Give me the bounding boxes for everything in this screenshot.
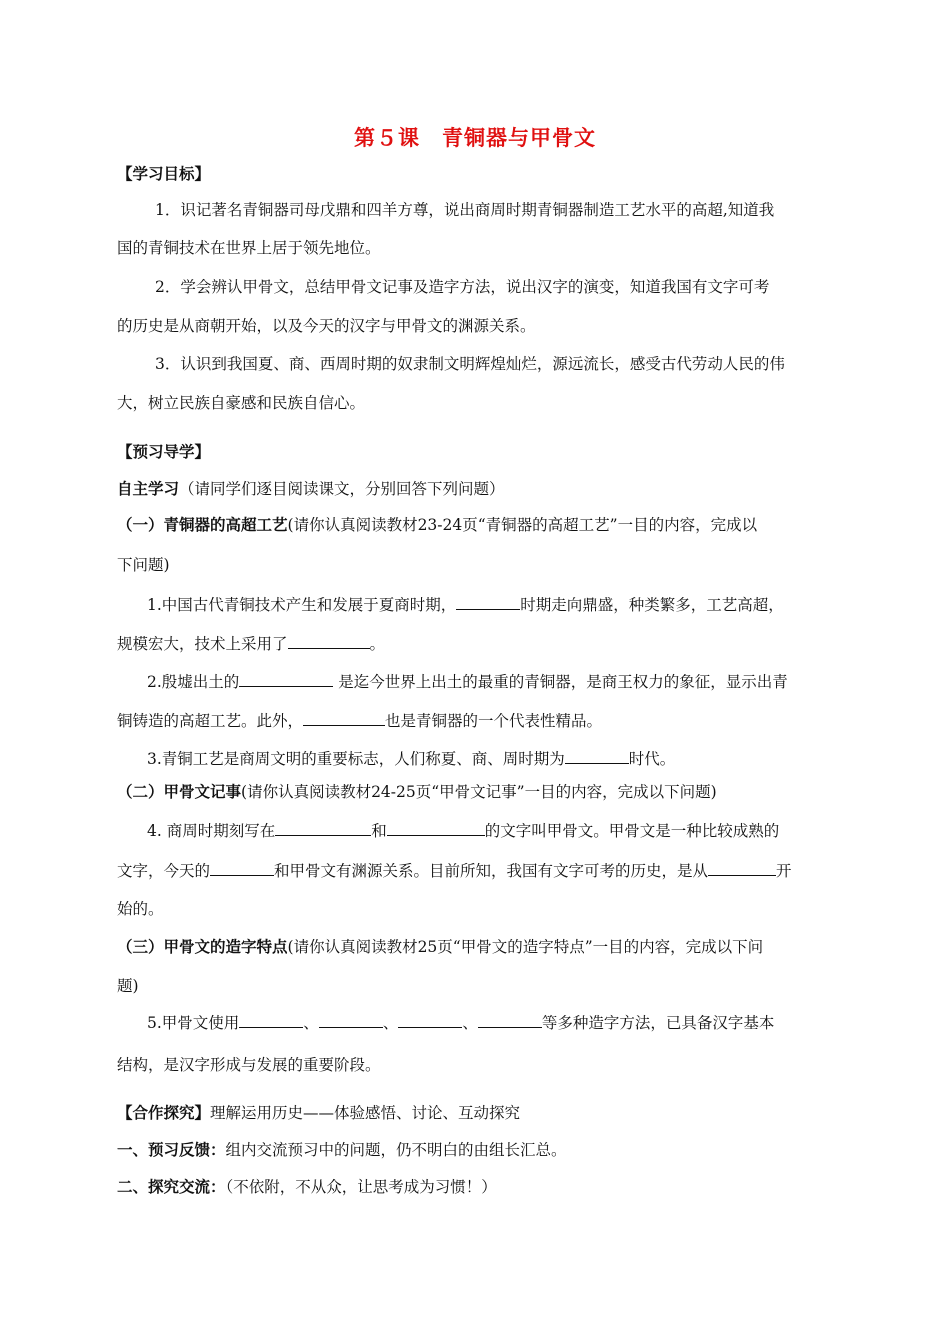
part3-note-line-1: (请你认真阅读教材25页“甲骨文的造字特点”一目的内容，完成以下问 <box>287 938 764 956</box>
question-4-line-3: 始的。 <box>117 900 164 918</box>
q5-blank-1[interactable] <box>239 1011 303 1028</box>
objectives-heading: 【学习目标】 <box>117 165 211 183</box>
q5-sep-2: 、 <box>382 1014 399 1032</box>
part1-label: （一）青铜器的高超工艺 <box>117 516 288 534</box>
q1-text-d: 。 <box>369 635 386 653</box>
objective-3-line-2: 大，树立民族自豪感和民族自信心。 <box>117 394 366 412</box>
q1-blank-1[interactable] <box>456 593 520 610</box>
q3-text-b: 时代。 <box>628 750 676 768</box>
part2-label: （二）甲骨文记事 <box>117 783 242 801</box>
q2-blank-1[interactable] <box>239 670 333 687</box>
q5-blank-4[interactable] <box>478 1011 542 1028</box>
preview-heading: 【预习导学】 <box>117 443 211 461</box>
part3-label: （三）甲骨文的造字特点 <box>117 938 288 956</box>
q3-text-a: 3.青铜工艺是商周文明的重要标志，人们称夏、商、周时期为 <box>147 750 565 768</box>
question-1-line-1 <box>147 593 784 615</box>
q5-blank-3[interactable] <box>398 1011 462 1028</box>
part1-heading-line <box>117 515 757 535</box>
q4-text-f: 开 <box>776 862 792 880</box>
q2-text-d: 也是青铜器的一个代表性精品。 <box>385 712 603 730</box>
part2-heading-line <box>117 782 717 802</box>
objective-1-line-2: 国的青铜技术在世界上居于领先地位。 <box>117 239 381 257</box>
part3-heading-line <box>117 937 763 957</box>
section-2-line <box>117 1177 497 1197</box>
objective-1-line-1: 1．识记著名青铜器司母戊鼎和四羊方尊，说出商周时期青铜器制造工艺水平的高超,知道我 <box>155 201 775 219</box>
objective-3-line-1: 3．认识到我国夏、商、西周时期的奴隶制文明辉煌灿烂，源远流长，感受古代劳动人民的伟 <box>155 355 785 373</box>
question-2-line-2 <box>117 709 602 731</box>
cooperation-heading: 【合作探究】 <box>117 1104 211 1122</box>
q2-text-c: 铜铸造的高超工艺。此外， <box>117 712 304 730</box>
self-study-note: （请同学们逐目阅读课文，分别回答下列问题） <box>179 480 505 498</box>
q4-blank-3[interactable] <box>210 859 274 876</box>
q4-text-c: 的文字叫甲骨文。甲骨文是一种比较成熟的 <box>484 822 780 840</box>
question-5-line-1 <box>147 1011 774 1033</box>
q4-blank-4[interactable] <box>708 859 776 876</box>
q4-blank-1[interactable] <box>275 819 371 836</box>
cooperation-heading-note: 理解运用历史——体验感悟、讨论、互动探究 <box>210 1104 521 1122</box>
question-1-line-2 <box>117 632 385 654</box>
section-1-line <box>117 1140 567 1160</box>
question-4-line-2 <box>117 859 792 881</box>
q1-blank-2[interactable] <box>288 632 370 649</box>
q5-text-a: 5.甲骨文使用 <box>147 1014 240 1032</box>
q4-text-d: 文字，今天的 <box>117 862 211 880</box>
part1-note-line-1: (请你认真阅读教材23-24页“青铜器的高超工艺”一目的内容，完成以 <box>287 516 758 534</box>
part1-note-line-2: 下问题) <box>117 556 170 574</box>
q5-blank-2[interactable] <box>319 1011 383 1028</box>
cooperation-heading-line <box>117 1103 520 1123</box>
question-4-line-1 <box>147 819 779 841</box>
lesson-title: 第５课 青铜器与甲骨文 <box>354 126 596 150</box>
q4-text-e: 和甲骨文有渊源关系。目前所知，我国有文字可考的历史，是从 <box>274 862 709 880</box>
q1-text-a: 1.中国古代青铜技术产生和发展于夏商时期， <box>147 596 457 614</box>
part2-note: (请你认真阅读教材24-25页“甲骨文记事”一目的内容，完成以下问题) <box>241 783 717 801</box>
section-2-text: （不依附，不从众，让思考成为习惯！） <box>225 1178 497 1196</box>
section-1-text: 组内交流预习中的问题，仍不明白的由组长汇总。 <box>225 1141 567 1159</box>
q2-text-a: 2.殷墟出土的 <box>147 673 240 691</box>
q2-blank-2[interactable] <box>303 709 385 726</box>
q5-text-b: 等多种造字方法，已具备汉字基本 <box>541 1014 775 1032</box>
objective-2-line-2: 的历史是从商朝开始，以及今天的汉字与甲骨文的渊源关系。 <box>117 317 536 335</box>
q4-blank-2[interactable] <box>387 819 485 836</box>
question-3-line <box>147 747 675 769</box>
q3-blank[interactable] <box>565 747 629 764</box>
q4-text-a: 4. 商周时期刻写在 <box>147 822 276 840</box>
q1-text-b: 时期走向鼎盛，种类繁多，工艺高超， <box>520 596 784 614</box>
section-2-label: 二、探究交流： <box>117 1178 226 1196</box>
part3-note-line-2: 题) <box>117 977 139 995</box>
q5-sep-3: 、 <box>462 1014 478 1032</box>
self-study-label: 自主学习 <box>117 480 180 498</box>
objective-2-line-1: 2．学会辨认甲骨文，总结甲骨文记事及造字方法，说出汉字的演变，知道我国有文字可考 <box>155 278 770 296</box>
question-5-line-2: 结构，是汉字形成与发展的重要阶段。 <box>117 1056 381 1074</box>
self-study-line <box>117 479 505 499</box>
section-1-label: 一、预习反馈： <box>117 1141 226 1159</box>
question-2-line-1 <box>147 670 788 692</box>
q4-text-b: 和 <box>371 822 387 840</box>
q1-text-c: 规模宏大，技术上采用了 <box>117 635 288 653</box>
q2-text-b: 是迄今世界上出土的最重的青铜器，是商王权力的象征，显示出青 <box>338 673 788 691</box>
q5-sep-1: 、 <box>303 1014 319 1032</box>
